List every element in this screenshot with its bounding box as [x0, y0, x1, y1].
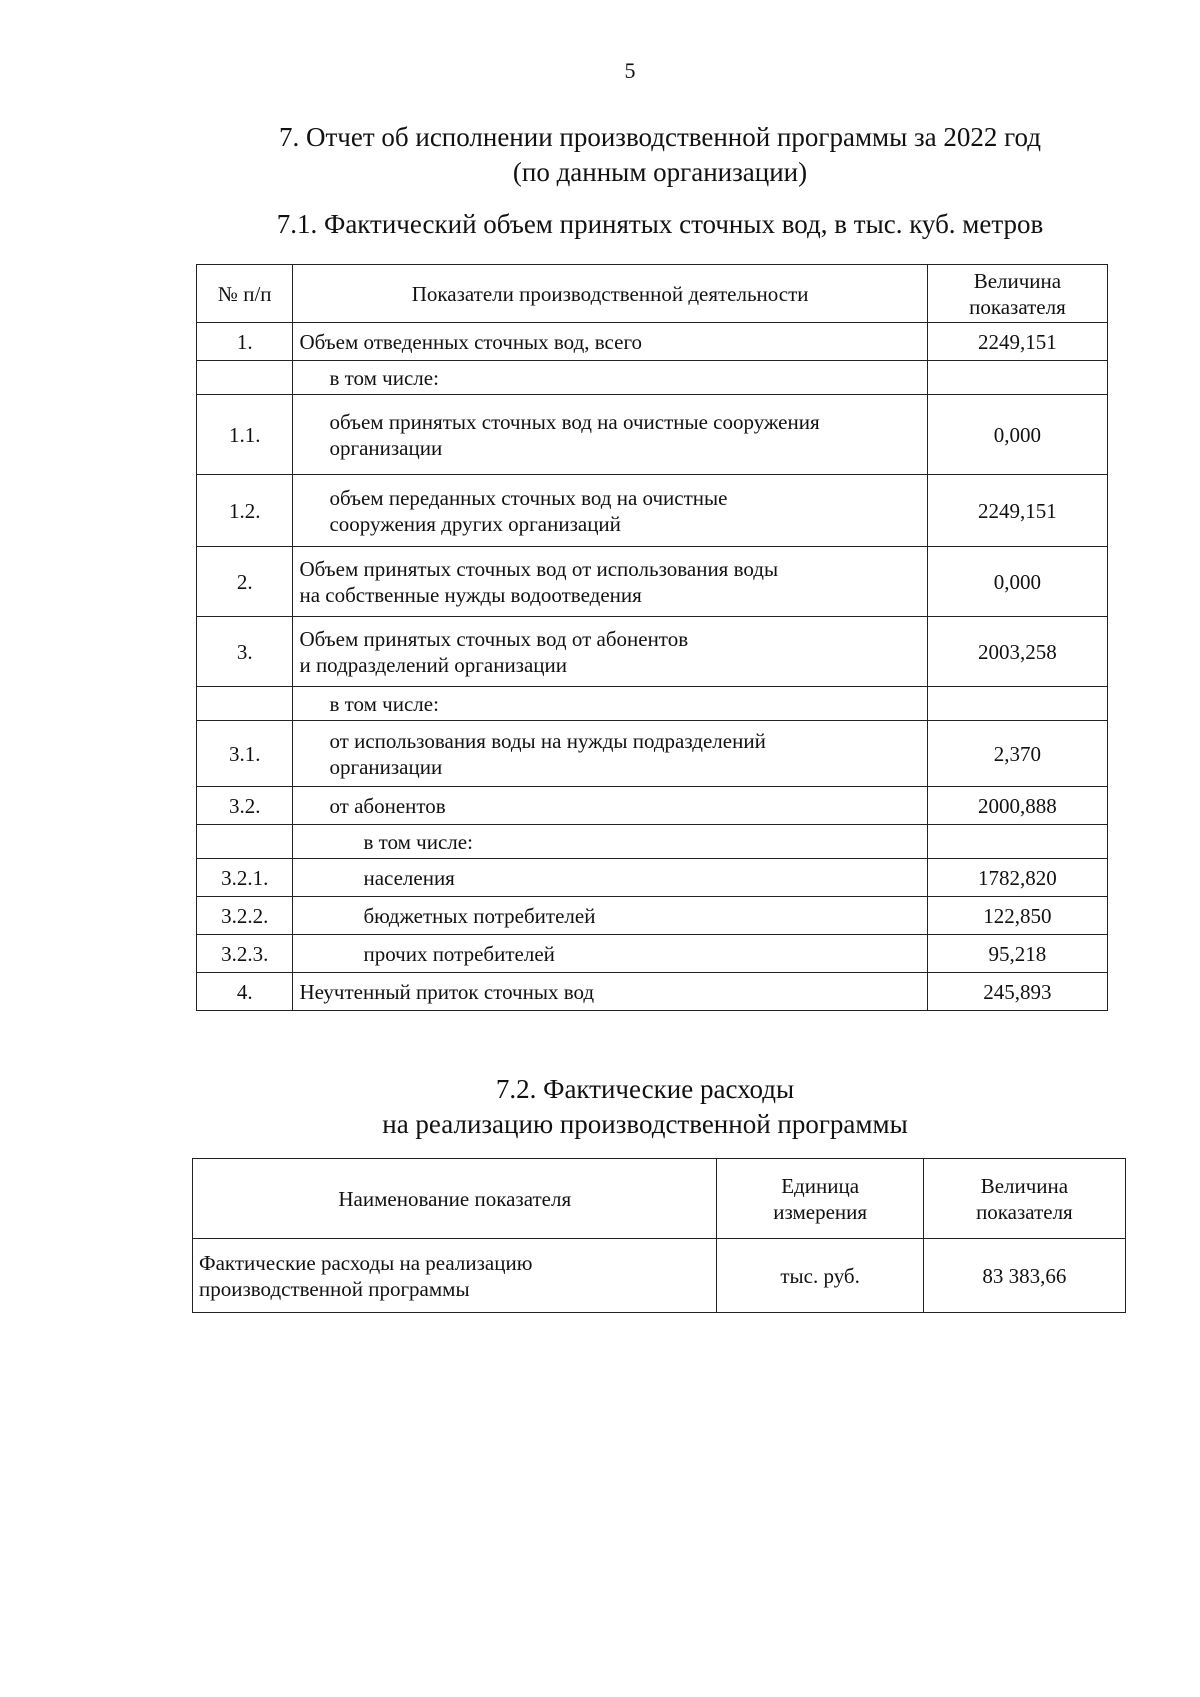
- header-value-line2: показателя: [976, 1199, 1073, 1224]
- cell-indicator-line2: организации: [329, 435, 443, 460]
- cell-indicator-line1: бюджетных потребителей: [363, 903, 596, 928]
- cell-indicator: [293, 361, 927, 395]
- cell-indicator-line2: организации: [329, 754, 443, 779]
- cell-value: 1782,820: [927, 859, 1107, 897]
- header-value-line1: Величина: [973, 268, 1062, 293]
- cell-num: 3.2.1.: [197, 859, 293, 897]
- page-number: 5: [624, 58, 636, 83]
- table-row: [197, 323, 1108, 361]
- table-header-row: [197, 265, 1108, 323]
- cell-value: [927, 825, 1107, 859]
- cell-indicator: [293, 859, 927, 897]
- table-row: [197, 475, 1108, 547]
- cell-value: [927, 687, 1107, 721]
- cell-indicator-line1: объем принятых сточных вод на очистные сооружения: [329, 409, 820, 434]
- table-row: [197, 617, 1108, 687]
- table-row: [197, 859, 1108, 897]
- cell-indicator: [293, 395, 927, 475]
- header-value-line2: показателя: [969, 294, 1066, 319]
- cell-indicator-line2: и подразделений организации: [299, 652, 568, 677]
- cell-indicator-line1: прочих потребителей: [363, 941, 555, 966]
- cell-indicator-line2: сооружения других организаций: [329, 511, 621, 536]
- cell-indicator-line1: в том числе:: [363, 829, 473, 854]
- cell-indicator-line1: Объем принятых сточных вод от абонентов: [299, 626, 689, 651]
- cell-indicator: [293, 547, 927, 617]
- cell-indicator-line1: Неучтенный приток сточных вод: [299, 979, 595, 1004]
- cell-indicator: [293, 825, 927, 859]
- subsection-title-7-1: 7.1. Фактический объем принятых сточных вод, в тыс. куб. метров: [276, 209, 1044, 239]
- cell-indicator: [293, 935, 927, 973]
- cell-indicator: [293, 475, 927, 547]
- header-value-line1: Величина: [980, 1173, 1069, 1198]
- subsection-title-7-2: [0, 1072, 1200, 1142]
- cell-value: 83 383,66: [923, 1239, 1125, 1313]
- table-row: [197, 935, 1108, 973]
- table-row: [197, 825, 1108, 859]
- header-unit-line1: Единица: [781, 1173, 860, 1198]
- cell-unit: тыс. руб.: [717, 1239, 923, 1313]
- section-title-line2: (по данным организации): [512, 157, 808, 187]
- cell-num: 3.: [197, 617, 293, 687]
- cell-num: [197, 687, 293, 721]
- header-value: [923, 1159, 1125, 1239]
- cell-value: 0,000: [927, 547, 1107, 617]
- cell-indicator-name: [193, 1239, 717, 1313]
- cell-name-line1: Фактические расходы на реализацию: [199, 1250, 533, 1275]
- cell-indicator-line1: в том числе:: [329, 691, 439, 716]
- cell-indicator: [293, 897, 927, 935]
- cell-num: 3.2.: [197, 787, 293, 825]
- table-row: [193, 1239, 1126, 1313]
- cell-value: [927, 361, 1107, 395]
- header-unit: [717, 1159, 923, 1239]
- cell-value: 95,218: [927, 935, 1107, 973]
- table-row: [197, 547, 1108, 617]
- header-num: № п/п: [197, 265, 293, 323]
- cell-indicator: [293, 687, 927, 721]
- cell-value: 2000,888: [927, 787, 1107, 825]
- cell-num: 1.1.: [197, 395, 293, 475]
- table-row: [197, 395, 1108, 475]
- cell-num: 1.2.: [197, 475, 293, 547]
- cell-indicator: [293, 787, 927, 825]
- table-row: [197, 973, 1108, 1011]
- cell-value: 0,000: [927, 395, 1107, 475]
- cell-name-line2: производственной программы: [199, 1276, 470, 1301]
- table-row: [197, 787, 1108, 825]
- cell-value: 2249,151: [927, 475, 1107, 547]
- table-row: [197, 721, 1108, 787]
- cell-num: 1.: [197, 323, 293, 361]
- cell-num: 3.2.3.: [197, 935, 293, 973]
- expenses-table: [192, 1158, 1126, 1313]
- table-header-row: [193, 1159, 1126, 1239]
- header-indicator-name: Наименование показателя: [193, 1159, 717, 1239]
- cell-num: 3.2.2.: [197, 897, 293, 935]
- cell-indicator-line1: населения: [363, 865, 455, 890]
- subsection-title-7-2-line2: на реализацию производственной программы: [382, 1109, 908, 1139]
- cell-num: [197, 361, 293, 395]
- cell-value: 2249,151: [927, 323, 1107, 361]
- cell-num: 3.1.: [197, 721, 293, 787]
- section-title-main: [0, 120, 1200, 190]
- cell-indicator-line1: Объем отведенных сточных вод, всего: [299, 329, 643, 354]
- cell-value: 2,370: [927, 721, 1107, 787]
- cell-indicator-line1: Объем принятых сточных вод от использования воды: [299, 556, 779, 581]
- wastewater-volume-table: [196, 264, 1108, 1011]
- cell-indicator-line2: на собственные нужды водоотведения: [299, 582, 642, 607]
- cell-num: 2.: [197, 547, 293, 617]
- table-body: [197, 323, 1108, 1011]
- cell-indicator-line1: объем переданных сточных вод на очистные: [329, 485, 728, 510]
- table-row: [197, 361, 1108, 395]
- header-value: [927, 265, 1107, 323]
- cell-num: [197, 825, 293, 859]
- section-title-line1: 7. Отчет об исполнении производственной программы за 2022 год: [278, 122, 1042, 152]
- cell-indicator-line1: в том числе:: [329, 365, 439, 390]
- header-unit-line2: измерения: [773, 1199, 868, 1224]
- header-indicator: Показатели производственной деятельности: [293, 265, 927, 323]
- cell-indicator: [293, 323, 927, 361]
- cell-value: 122,850: [927, 897, 1107, 935]
- subsection-title-7-2-line1: 7.2. Фактические расходы: [495, 1074, 795, 1104]
- cell-indicator-line1: от абонентов: [329, 793, 446, 818]
- table-row: [197, 687, 1108, 721]
- cell-indicator: [293, 721, 927, 787]
- cell-value: 245,893: [927, 973, 1107, 1011]
- cell-num: 4.: [197, 973, 293, 1011]
- cell-indicator-line1: от использования воды на нужды подразделений: [329, 728, 766, 753]
- table-row: [197, 897, 1108, 935]
- cell-indicator: [293, 617, 927, 687]
- cell-value: 2003,258: [927, 617, 1107, 687]
- cell-indicator: [293, 973, 927, 1011]
